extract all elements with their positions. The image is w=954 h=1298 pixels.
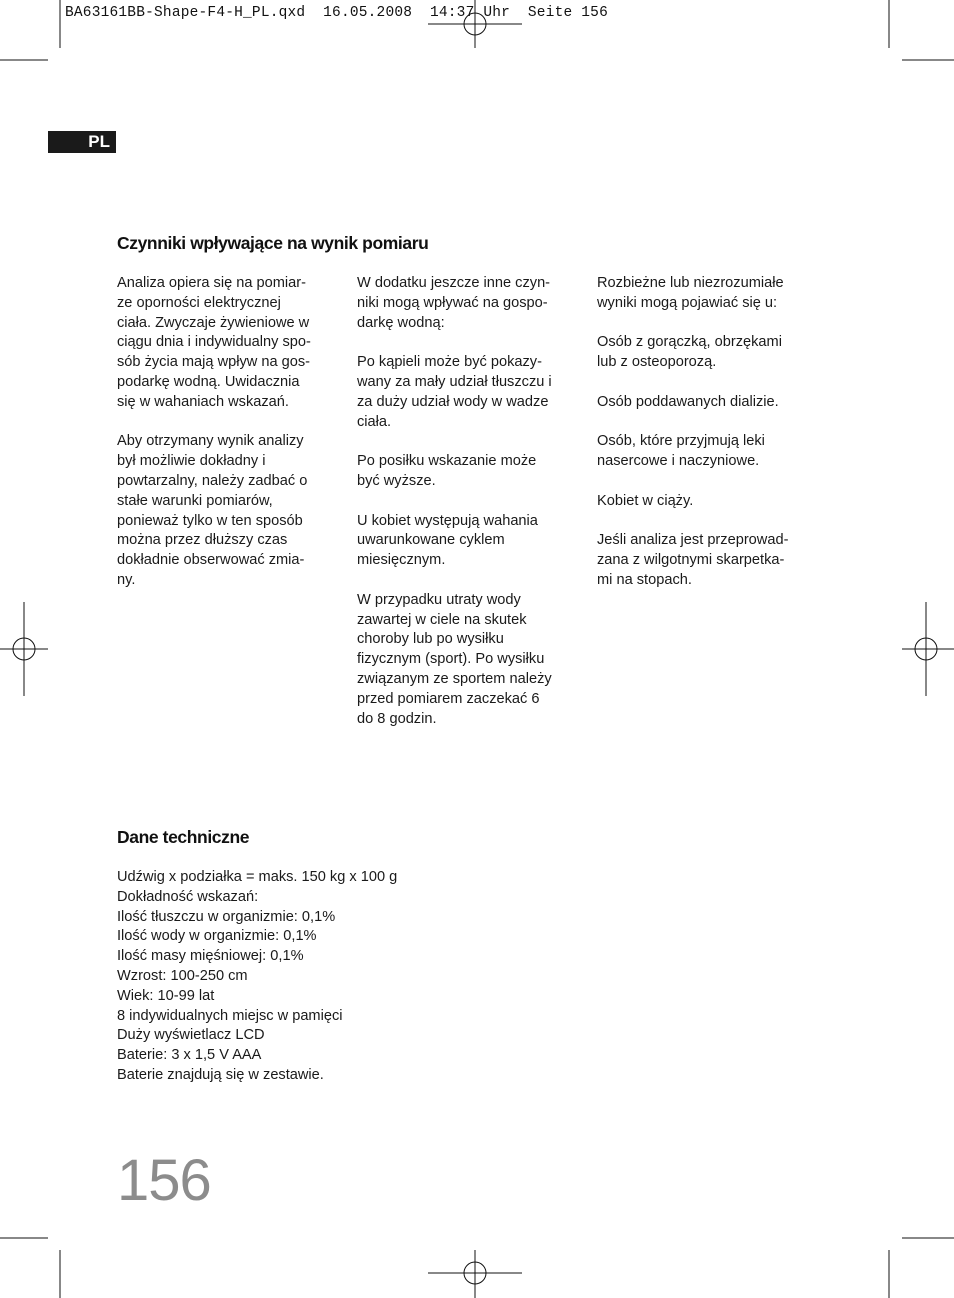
registration-target-right-icon — [902, 602, 954, 696]
text-column-3 — [597, 274, 812, 611]
spec-line: Baterie: 3 x 1,5 V AAA — [117, 1047, 262, 1064]
spec-list — [117, 868, 397, 1086]
spec-line: Duży wyświetlacz LCD — [117, 1027, 265, 1044]
spec-line: Ilość wody w organizmie: 0,1% — [117, 928, 317, 945]
spec-line: Dokładność wskazań: — [117, 888, 259, 905]
section-heading-specs: Dane techniczne — [117, 827, 250, 847]
paragraph: U kobiet występują wahania uwarunkowane cyklem miesięcznym. — [357, 512, 538, 569]
page-number: 156 — [117, 1148, 211, 1213]
paragraph: Osób z gorączką, obrzękami lub z osteoporozą. — [597, 334, 782, 371]
registration-target-left-icon — [0, 602, 48, 696]
paragraph: Po kąpieli może być pokazy- wany za mały udział tłuszczu i za duży udział wody w wadze ciała. — [357, 354, 552, 430]
paragraph: Jeśli analiza jest przeprowad- zana z wilgotnymi skarpetka- mi na stopach. — [597, 532, 789, 588]
paragraph: Po posiłku wskazanie może być wyższe. — [357, 453, 537, 489]
paragraph: Analiza opiera się na pomiar- ze oporności elektrycznej ciała. Zwyczaje żywieniowe w ciągu dnia i indywidualny spo- sób życia mają wpływ na gos- podarkę wodną. Uwidacznia się w wahaniach wskazań. — [117, 275, 311, 410]
spec-line: Wiek: 10-99 lat — [117, 987, 215, 1004]
spec-line: Wzrost: 100-250 cm — [117, 967, 248, 984]
paragraph: W przypadku utraty wody zawartej w ciele na skutek choroby lub po wysiłku fizycznym (sport). Po wysiłku związanym ze sportem należy przed pomiarem zaczekać 6 do 8 godzin. — [357, 591, 552, 727]
text-column-1 — [117, 274, 332, 611]
print-slug-line: BA63161BB-Shape-F4-H_PL.qxd 16.05.2008 14:37 Uhr Seite 156 — [65, 5, 608, 21]
paragraph: Kobiet w ciąży. — [597, 492, 694, 509]
spec-line: Ilość masy mięśniowej: 0,1% — [117, 948, 304, 965]
paragraph: Rozbieżne lub niezrozumiałe wyniki mogą pojawiać się u: — [597, 275, 784, 311]
spec-line: Baterie znajdują się w zestawie. — [117, 1066, 324, 1083]
paragraph: Osób poddawanych dializie. — [597, 393, 779, 410]
language-tab: PL — [48, 131, 116, 153]
registration-target-bottom-icon — [428, 1250, 522, 1298]
paragraph: W dodatku jeszcze inne czyn- niki mogą wpływać na gospo- darkę wodną: — [357, 275, 551, 331]
paragraph: Aby otrzymany wynik analizy był możliwie dokładny i powtarzalny, należy zadbać o stałe warunki pomiarów, ponieważ tylko w ten sposób można przez dłuższy czas dokładnie obserwować zmia- ny. — [117, 433, 308, 588]
section-heading-factors: Czynniki wpływające na wynik pomiaru — [117, 233, 429, 253]
text-column-2 — [357, 274, 572, 749]
spec-line: Udźwig x podziałka = maks. 150 kg x 100 g — [117, 869, 398, 885]
spec-line: Ilość tłuszczu w organizmie: 0,1% — [117, 908, 336, 925]
paragraph: Osób, które przyjmują leki nasercowe i naczyniowe. — [597, 433, 765, 470]
spec-line: 8 indywidualnych miejsc w pamięci — [117, 1007, 343, 1024]
